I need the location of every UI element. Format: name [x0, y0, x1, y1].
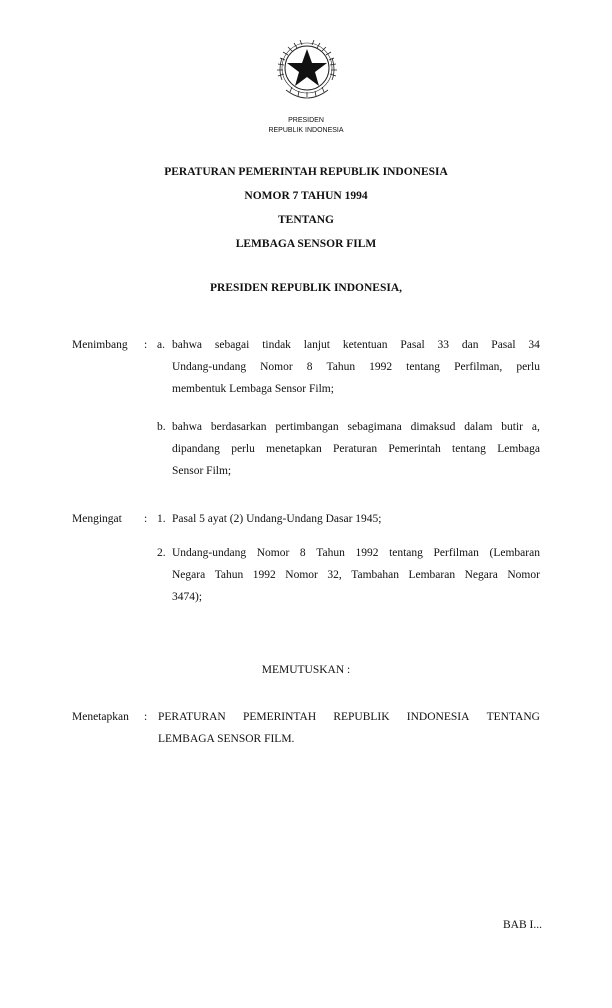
menimbang-a-marker: a.: [157, 339, 165, 351]
menimbang-a-text: [172, 334, 540, 400]
mengingat-2-line-3: 3474);: [172, 591, 203, 603]
mengingat-2-text: [172, 542, 540, 608]
mengingat-2-line-2: Negara Tahun 1992 Nomor 32, Tambahan Lembaran Negara Nomor: [172, 569, 540, 581]
menetapkan-colon: :: [144, 711, 148, 723]
letterhead-line-1: PRESIDEN: [288, 117, 324, 124]
mengingat-label: Mengingat: [72, 513, 122, 525]
menimbang-b-line-3: Sensor Film;: [172, 465, 232, 477]
menimbang-b-line-1: bahwa berdasarkan pertimbangan sebagimana dimaksud dalam butir a,: [172, 421, 540, 433]
mengingat-1-line-1: Pasal 5 ayat (2) Undang-Undang Dasar 1945;: [172, 513, 382, 525]
menimbang-b-text: [172, 416, 540, 482]
menimbang-a-line-1: bahwa sebagai tindak lanjut ketentuan Pasal 33 dan Pasal 34: [172, 339, 540, 351]
mengingat-colon: :: [144, 513, 148, 525]
page-continuation: BAB I...: [503, 919, 542, 931]
menimbang-a-line-3: membentuk Lembaga Sensor Film;: [172, 383, 334, 395]
mengingat-1-marker: 1.: [157, 513, 166, 525]
menimbang-b-line-2: dipandang perlu menetapkan Peraturan Pemerintah tentang Lembaga: [172, 443, 540, 455]
regulation-title: [0, 160, 612, 256]
memutuskan-heading: MEMUTUSKAN :: [261, 664, 351, 676]
mengingat-2-marker: 2.: [157, 547, 166, 559]
menimbang-a-line-2: Undang-undang Nomor 8 Tahun 1992 tentang Perfilman, perlu: [172, 361, 540, 373]
letterhead-line-2: REPUBLIK INDONESIA: [268, 127, 344, 134]
title-line-3: TENTANG: [277, 214, 335, 226]
mengingat-2-line-1: Undang-undang Nomor 8 Tahun 1992 tentang Perfilman (Lembaran: [172, 547, 540, 559]
menetapkan-label: Menetapkan: [72, 711, 129, 723]
menetapkan-line-1: PERATURAN PEMERINTAH REPUBLIK INDONESIA TENTANG: [158, 711, 540, 723]
presidential-emblem-icon: [268, 30, 346, 110]
menimbang-colon: :: [144, 339, 148, 351]
title-line-1: PERATURAN PEMERINTAH REPUBLIK INDONESIA: [164, 166, 448, 178]
menimbang-b-marker: b.: [157, 421, 166, 433]
title-line-4: LEMBAGA SENSOR FILM: [235, 238, 377, 250]
menetapkan-line-2: LEMBAGA SENSOR FILM.: [158, 733, 295, 745]
menetapkan-text: [158, 706, 540, 750]
president-line: PRESIDEN REPUBLIK INDONESIA,: [209, 282, 403, 294]
title-line-2: NOMOR 7 TAHUN 1994: [244, 190, 368, 202]
menimbang-label: Menimbang: [72, 339, 128, 351]
mengingat-1-text: [172, 508, 540, 530]
